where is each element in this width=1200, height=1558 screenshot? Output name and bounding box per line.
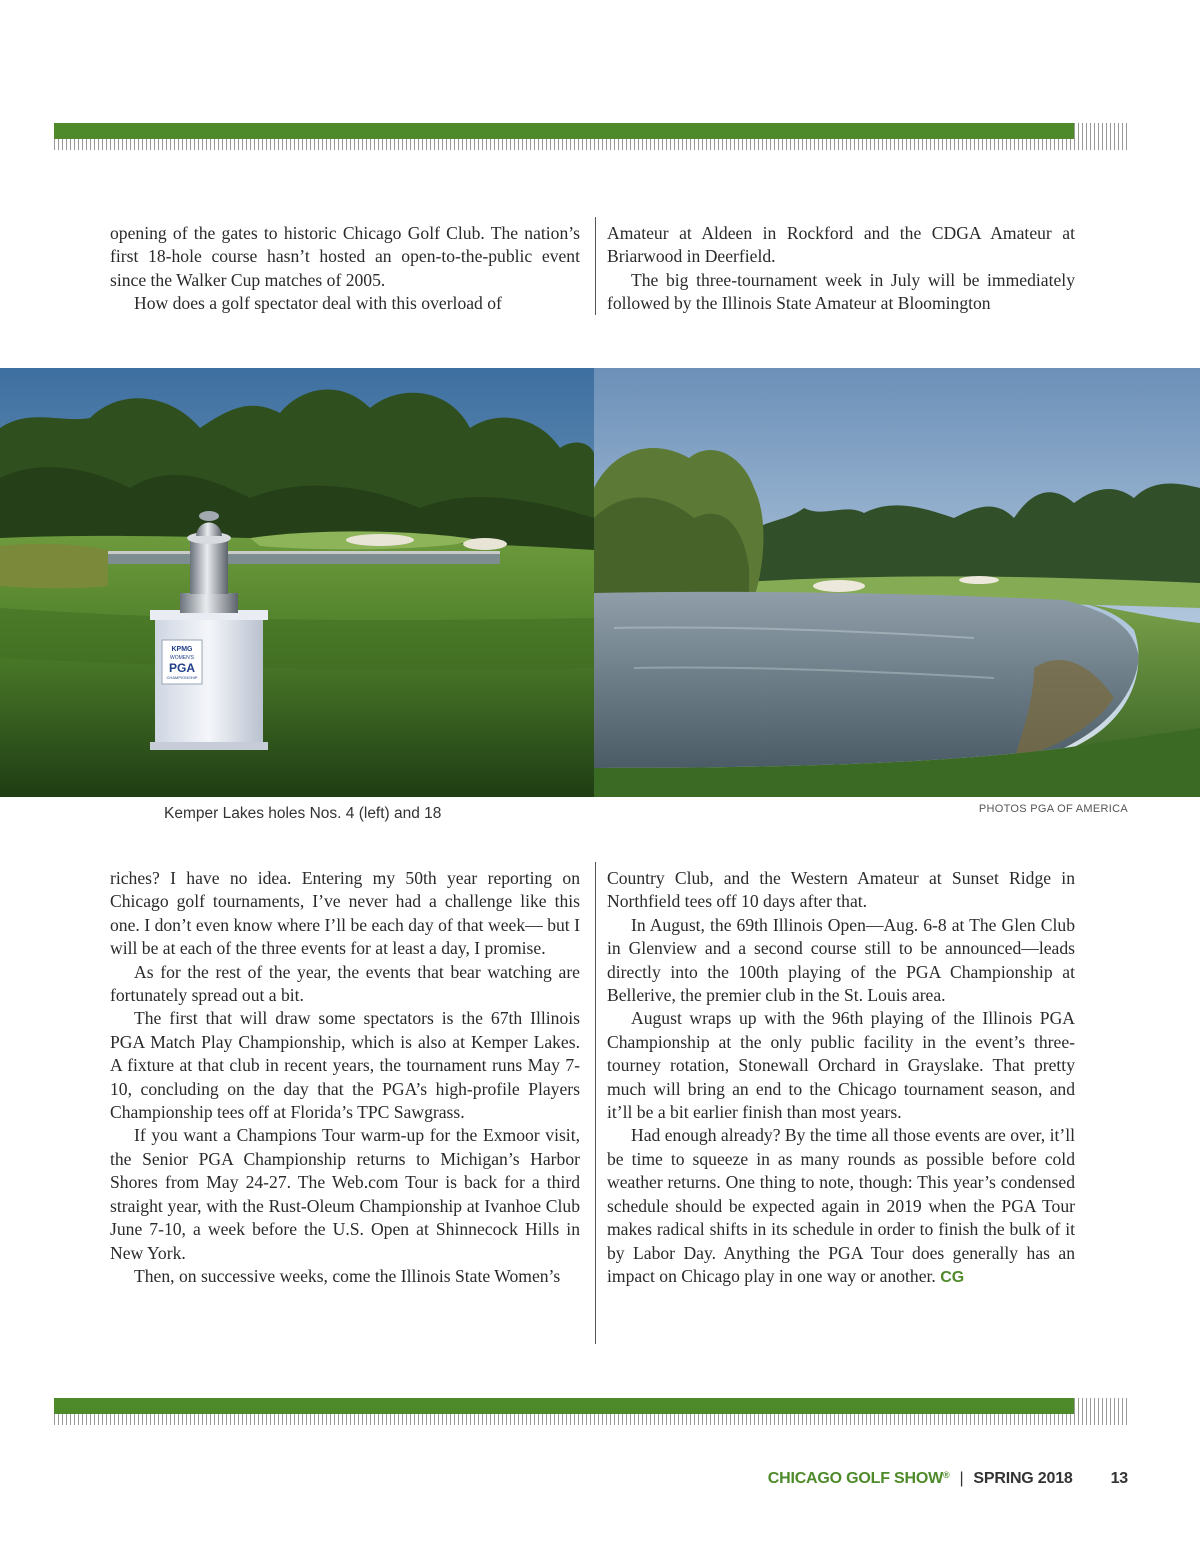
paragraph: How does a golf spectator deal with this overload of: [134, 293, 502, 314]
paragraph: [607, 1124, 1075, 1289]
paragraph: As for the rest of the year, the events that bear watching are fortunately spread out a bit.: [110, 961, 580, 1006]
bottom-decorative-band: [54, 1398, 1130, 1426]
photo-caption: Kemper Lakes holes Nos. 4 (left) and 18: [164, 805, 442, 822]
paragraph: The big three-tournament week in July will be immediately followed by the Illinois State Amateur at Bloomington: [607, 269, 1075, 314]
top-decorative-band: [54, 123, 1130, 151]
photo-kemper-hole-4-image: [0, 368, 594, 797]
trophy-sign-line2: WOMEN'S: [169, 655, 195, 661]
photo-kemper-hole-18: [594, 368, 1200, 797]
band-hatch-end: [1074, 123, 1130, 150]
signoff-mark: CG: [940, 1268, 965, 1286]
paragraph: Then, on successive weeks, come the Illinois State Women’s: [134, 1265, 561, 1286]
column-rule: [595, 217, 596, 315]
top-left-column: [110, 222, 580, 316]
photo-credit: PHOTOS PGA OF AMERICA: [978, 803, 1128, 815]
page-number: 13: [1110, 1470, 1128, 1487]
photo-kemper-hole-18-image: [594, 368, 1200, 797]
footer-registered-mark: ®: [943, 1470, 950, 1480]
band-hatch: [54, 1414, 1130, 1425]
footer-issue: SPRING 2018: [973, 1470, 1073, 1487]
bottom-right-column: [607, 867, 1075, 1289]
band-green-bar: [54, 1398, 1074, 1414]
paragraph: Amateur at Aldeen in Rockford and the CDGA Amateur at Briarwood in Deerfield.: [607, 223, 1075, 267]
paragraph: In August, the 69th Illinois Open—Aug. 6-8 at The Glen Club in Glenview and a second course still to be announced—leads directly into the 100th playing of the PGA Championship at Bellerive, the premier club in the St. Louis area.: [607, 914, 1075, 1006]
bottom-left-column: [110, 867, 580, 1288]
paragraph: The first that will draw some spectators is the 67th Illinois PGA Match Play Championship, which is also at Kemper Lakes. A fixture at that club in recent years, the tournament runs May 7-10, concluding on the day that the PGA’s high-profile Players Championship tees off at Florida’s TPC Sawgrass.: [110, 1008, 580, 1123]
band-hatch: [54, 139, 1130, 150]
footer-separator: |: [959, 1470, 964, 1487]
paragraph: Country Club, and the Western Amateur at Sunset Ridge in Northfield tees off 10 days after that.: [607, 868, 1075, 912]
page-footer: [768, 1470, 1128, 1488]
paragraph: August wraps up with the 96th playing of the Illinois PGA Championship at the only public facility in the event’s three-tourney rotation, Stonewall Orchard in Grayslake. That pretty much will bring an end to the Chicago tournament season, and it’ll be a bit earlier finish than most years.: [607, 1008, 1075, 1123]
footer-brand: CHICAGO GOLF SHOW: [767, 1470, 943, 1487]
band-green-bar: [54, 123, 1074, 139]
trophy-sign-line1: KPMG: [171, 646, 193, 653]
trophy-sign-line3: PGA: [168, 661, 196, 675]
paragraph: riches? I have no idea. Entering my 50th year reporting on Chicago golf tournaments, I’ve never had a challenge like this one. I don’t even know where I’ll be each day of that week— but I will be at each of the three events for at least a day, I promise.: [110, 868, 580, 959]
paragraph: If you want a Champions Tour warm-up for the Exmoor visit, the Senior PGA Championship returns to Michigan’s Harbor Shores from May 24-27. The Web.com Tour is back for a third straight year, with the Rust-Oleum Championship at Ivanhoe Club June 7-10, a week before the U.S. Open at Shinnecock Hills in New York.: [110, 1125, 580, 1263]
band-hatch-end: [1074, 1398, 1130, 1425]
column-rule: [595, 862, 596, 1344]
paragraph: opening of the gates to historic Chicago Golf Club. The nation’s first 18-hole course hasn’t hosted an open-to-the-public event since the Walker Cup matches of 2005.: [110, 223, 580, 290]
photo-kemper-hole-4: [0, 368, 594, 797]
top-right-column: [607, 222, 1075, 316]
paragraph-text: Had enough already? By the time all those events are over, it’ll be time to squeeze in as many rounds as possible before cold weather returns. One thing to note, though: This year’s condensed schedule should be expected again in 2019 when the PGA Tour makes radical shifts in its schedule in order to finish the bulk of it by Labor Day. Anything the PGA Tour does generally has an impact on Chicago play in one way or another.: [607, 1125, 1075, 1286]
trophy-sign-line4: CHAMPIONSHIP: [166, 675, 198, 680]
